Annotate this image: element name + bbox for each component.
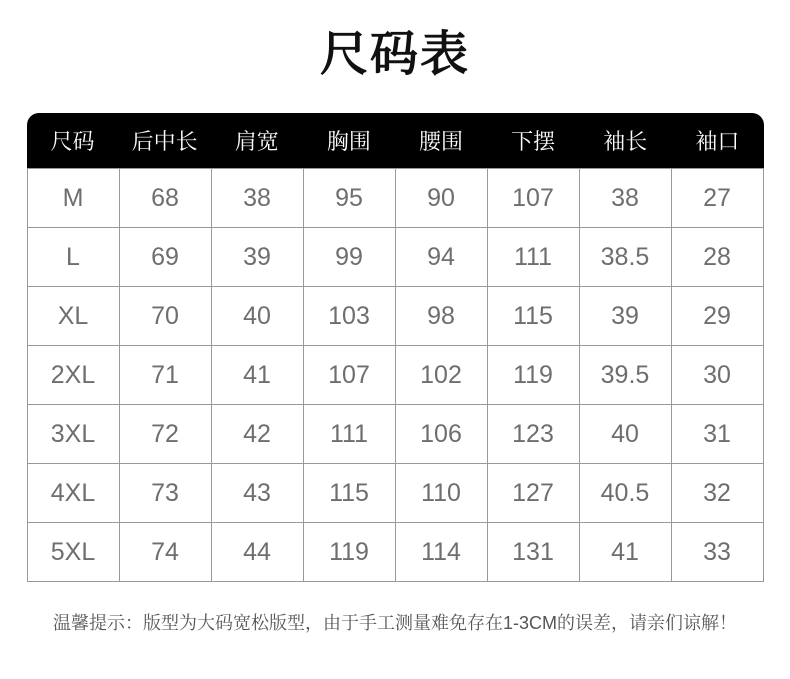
footer-note: 温馨提示：版型为大码宽松版型，由于手工测量难免存在1-3CM的误差，请亲们谅解！ (52, 613, 737, 633)
table-cell: 39 (212, 228, 304, 287)
table-cell: 115 (488, 287, 580, 346)
size-cell: L (28, 228, 120, 287)
table-cell: 107 (304, 346, 396, 405)
size-cell: 3XL (28, 405, 120, 464)
table-cell: 39.5 (580, 346, 672, 405)
table-cell: 107 (488, 169, 580, 228)
table-cell: 40.5 (580, 464, 672, 523)
table-cell: 38 (212, 169, 304, 228)
table-cell: 111 (304, 405, 396, 464)
table-cell: 69 (120, 228, 212, 287)
table-cell: 39 (580, 287, 672, 346)
table-cell: 29 (672, 287, 764, 346)
table-cell: 94 (396, 228, 488, 287)
header-cell: 尺码 (50, 129, 95, 154)
table-cell: 110 (396, 464, 488, 523)
header-cell: 肩宽 (234, 129, 279, 154)
table-cell: 127 (488, 464, 580, 523)
header-cell: 腰围 (419, 129, 464, 154)
size-cell: 4XL (28, 464, 120, 523)
table-cell: 119 (304, 523, 396, 582)
table-cell: 74 (120, 523, 212, 582)
table-cell: 114 (396, 523, 488, 582)
table-cell: 131 (488, 523, 580, 582)
table-cell: 95 (304, 169, 396, 228)
size-cell: XL (28, 287, 120, 346)
header-cell: 袖长 (603, 129, 648, 154)
table-cell: 44 (212, 523, 304, 582)
table-cell: 115 (304, 464, 396, 523)
size-table (27, 113, 764, 582)
table-cell: 38 (580, 169, 672, 228)
header-cell: 胸围 (326, 129, 371, 154)
table-cell: 90 (396, 169, 488, 228)
size-cell: M (28, 169, 120, 228)
table-cell: 102 (396, 346, 488, 405)
table-cell: 123 (488, 405, 580, 464)
table-cell: 68 (120, 169, 212, 228)
header-cell: 下摆 (511, 129, 556, 154)
table-cell: 33 (672, 523, 764, 582)
table-cell: 70 (120, 287, 212, 346)
table-cell: 31 (672, 405, 764, 464)
table-cell: 73 (120, 464, 212, 523)
table-cell: 38.5 (580, 228, 672, 287)
table-cell: 98 (396, 287, 488, 346)
table-cell: 99 (304, 228, 396, 287)
table-cell: 30 (672, 346, 764, 405)
table-cell: 103 (304, 287, 396, 346)
table-cell: 72 (120, 405, 212, 464)
table-cell: 40 (580, 405, 672, 464)
table-cell: 119 (488, 346, 580, 405)
table-cell: 42 (212, 405, 304, 464)
table-cell: 41 (212, 346, 304, 405)
table-cell: 41 (580, 523, 672, 582)
header-cell: 后中长 (131, 129, 198, 154)
table-cell: 40 (212, 287, 304, 346)
table-header-row (27, 113, 764, 168)
size-cell: 5XL (28, 523, 120, 582)
table-cell: 27 (672, 169, 764, 228)
table-cell: 111 (488, 228, 580, 287)
table-cell: 71 (120, 346, 212, 405)
page-title: 尺码表 (319, 28, 470, 81)
table-cell: 28 (672, 228, 764, 287)
header-cell: 袖口 (695, 129, 740, 154)
size-cell: 2XL (28, 346, 120, 405)
table-cell: 106 (396, 405, 488, 464)
table-cell: 43 (212, 464, 304, 523)
table-body (27, 168, 764, 582)
table-cell: 32 (672, 464, 764, 523)
